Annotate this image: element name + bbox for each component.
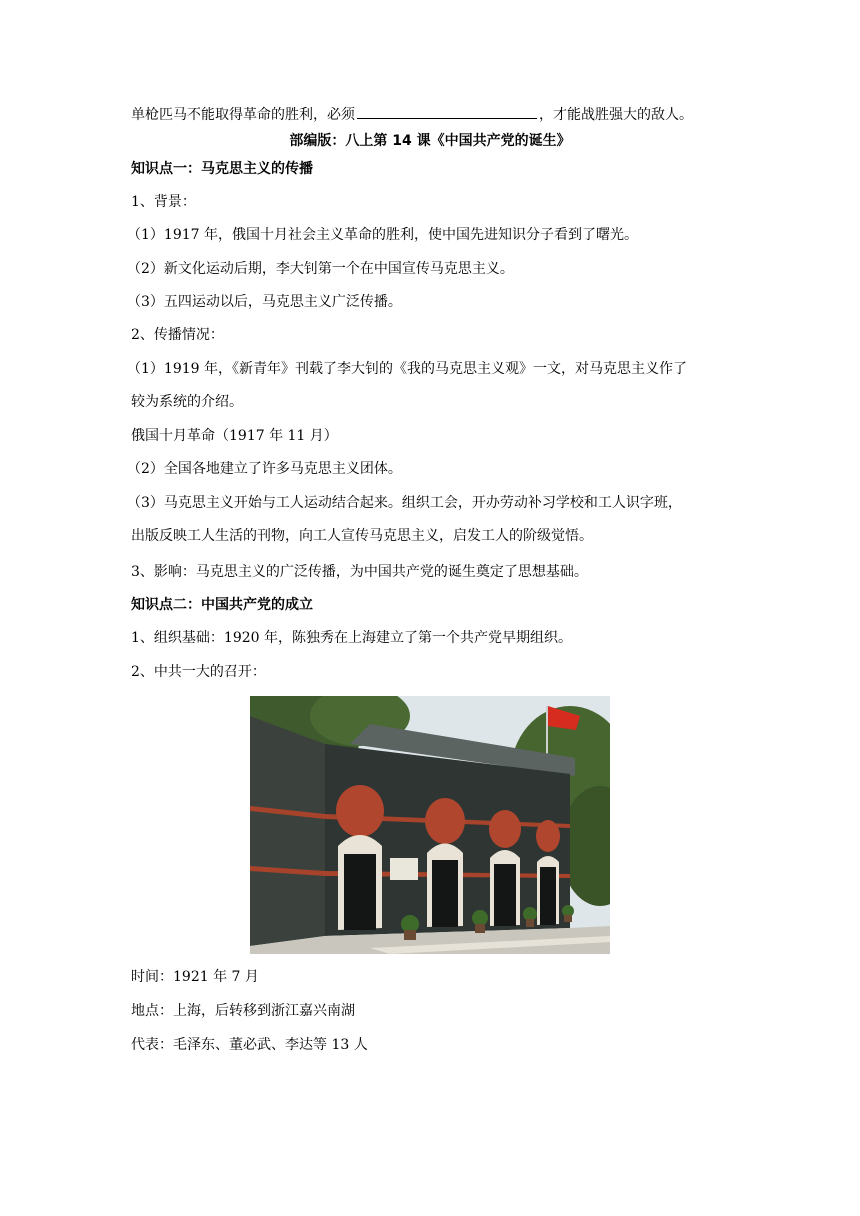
representatives-line: 代表：毛泽东、董必武、李达等 13 人 (131, 1037, 368, 1053)
knowledge-point-1-heading: 知识点一：马克思主义的传播 (131, 161, 313, 177)
fill-in-sentence (131, 104, 693, 125)
spread-item-2: （2）全国各地建立了许多马克思主义团体。 (127, 461, 402, 477)
answer-blank[interactable] (357, 104, 537, 119)
background-heading: 1、背景： (131, 194, 196, 210)
congress-heading: 2、中共一大的召开： (131, 664, 266, 680)
organization-basis-line: 1、组织基础：1920 年，陈独秀在上海建立了第一个共产党早期组织。 (131, 630, 572, 646)
background-item-1: （1）1917 年，俄国十月社会主义革命的胜利，使中国先进知识分子看到了曙光。 (127, 227, 638, 243)
spread-item-3-line-1: （3）马克思主义开始与工人运动结合起来。组织工会，开办劳动补习学校和工人识字班， (127, 495, 682, 511)
background-item-2: （2）新文化运动后期，李大钊第一个在中国宣传马克思主义。 (127, 261, 514, 277)
lesson-title: 部编版：八上第 14 课《中国共产党的诞生》 (289, 133, 571, 149)
spread-heading: 2、传播情况： (131, 327, 224, 343)
sentence-end: ，才能战胜强大的敌人。 (539, 107, 693, 123)
influence-line: 3、影响：马克思主义的广泛传播，为中国共产党的诞生奠定了思想基础。 (131, 564, 588, 580)
spread-item-1-line-2: 较为系统的介绍。 (131, 394, 243, 410)
background-item-3: （3）五四运动以后，马克思主义广泛传播。 (127, 294, 402, 310)
place-line: 地点：上海，后转移到浙江嘉兴南湖 (131, 1003, 355, 1019)
spread-item-1-line-1: （1）1919 年，《新青年》刊载了李大钊的《我的马克思主义观》一文，对马克思主义作了 (127, 361, 687, 377)
first-congress-site-photo (250, 696, 610, 954)
figure-caption: 俄国十月革命（1917 年 11 月） (131, 428, 338, 444)
knowledge-point-2-heading: 知识点二：中国共产党的成立 (131, 597, 313, 613)
time-line: 时间：1921 年 7 月 (131, 969, 259, 985)
sentence-start: 单枪匹马不能取得革命的胜利，必须 (131, 107, 355, 123)
spread-item-3-line-2: 出版反映工人生活的刊物，向工人宣传马克思主义，启发工人的阶级觉悟。 (131, 528, 593, 544)
